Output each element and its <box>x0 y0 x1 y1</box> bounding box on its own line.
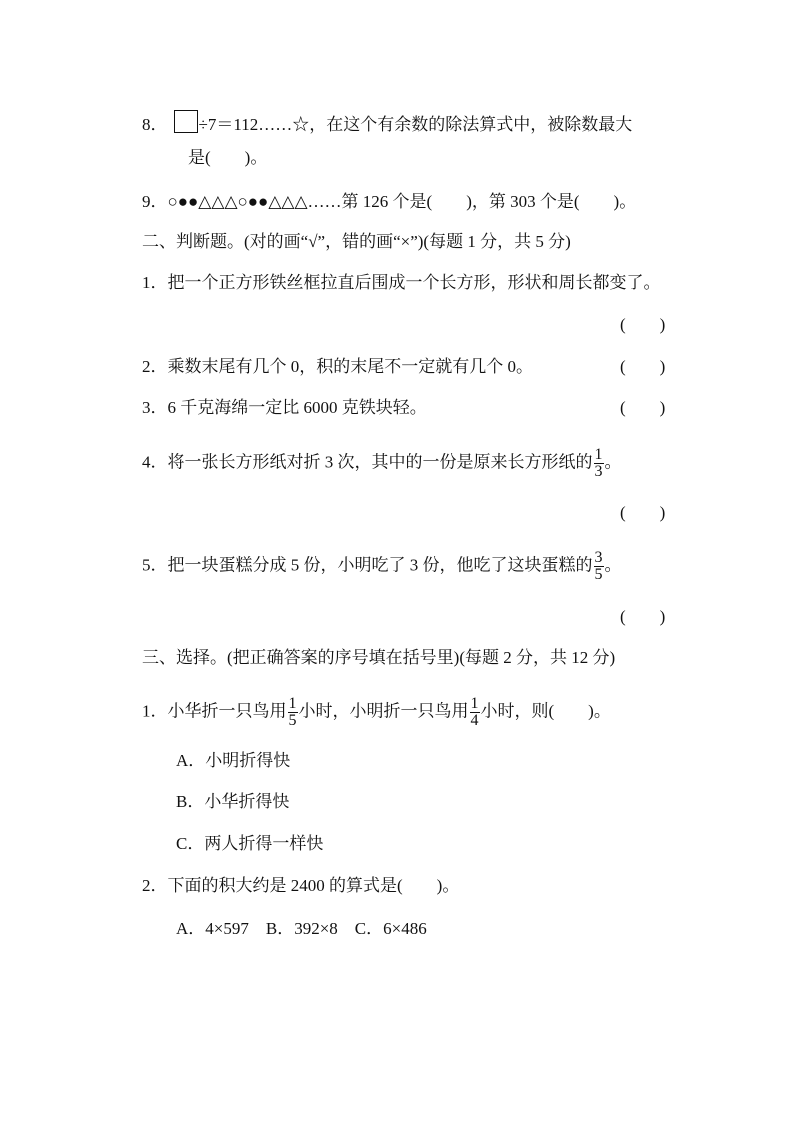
answer-paren: ( ) <box>620 607 666 626</box>
numerator: 1 <box>594 446 603 463</box>
question-number: 8． <box>142 115 168 134</box>
denominator: 3 <box>594 463 603 480</box>
item-tail: 。 <box>604 555 622 575</box>
blank-box <box>174 110 198 133</box>
text: 小时，小明折一只鸟用 <box>298 701 469 721</box>
answer-paren: ( ) <box>620 398 666 417</box>
fraction <box>594 447 604 480</box>
answer-paren: ( ) <box>620 503 666 522</box>
fraction <box>288 696 298 729</box>
text: 小时，则( )。 <box>480 701 611 721</box>
numerator: 3 <box>594 549 603 566</box>
item-text: 5．把一块蛋糕分成 5 份，小明吃了 3 份，他吃了这块蛋糕的 <box>142 555 593 575</box>
question-8-continuation: 是( )。 <box>188 148 268 167</box>
denominator: 5 <box>594 566 603 583</box>
question-9 <box>142 191 636 213</box>
fraction <box>594 550 604 583</box>
judge-item-3: 3．6 千克海绵一定比 6000 克铁块轻。 <box>142 398 427 417</box>
section-3-title: 三、选择。(把正确答案的序号填在括号里)(每题 2 分，共 12 分) <box>142 648 616 667</box>
text: 1．小华折一只鸟用 <box>142 701 287 721</box>
denominator: 5 <box>288 712 297 729</box>
question-text: ÷7＝112……☆，在这个有余数的除法算式中，被除数最大 <box>198 115 633 134</box>
choice-question-2-options: A．4×597 B．392×8 C．6×486 <box>176 919 427 938</box>
numerator: 1 <box>288 695 297 712</box>
fraction <box>470 696 480 729</box>
question-number: 9． <box>142 192 168 211</box>
numerator: 1 <box>470 695 479 712</box>
question-8 <box>142 110 632 136</box>
judge-item-4 <box>142 447 622 480</box>
choice-question-1 <box>142 696 611 729</box>
denominator: 4 <box>470 712 479 729</box>
judge-item-5 <box>142 550 622 583</box>
option-b: B．小华折得快 <box>176 792 290 811</box>
item-tail: 。 <box>604 452 622 472</box>
question-text: ○●●△△△○●●△△△……第 126 个是( )，第 303 个是( )。 <box>167 192 637 211</box>
option-c: C．两人折得一样快 <box>176 834 324 853</box>
choice-question-2: 2．下面的积大约是 2400 的算式是( )。 <box>142 876 460 895</box>
option-a: A．小明折得快 <box>176 751 291 770</box>
answer-paren: ( ) <box>620 315 666 334</box>
judge-item-1: 1．把一个正方形铁丝框拉直后围成一个长方形，形状和周长都变了。 <box>142 273 661 292</box>
answer-paren: ( ) <box>620 357 666 376</box>
judge-item-2: 2．乘数末尾有几个 0，积的末尾不一定就有几个 0。 <box>142 357 533 376</box>
item-text: 4．将一张长方形纸对折 3 次，其中的一份是原来长方形纸的 <box>142 452 593 472</box>
section-2-title: 二、判断题。(对的画“√”，错的画“×”)(每题 1 分，共 5 分) <box>142 232 571 251</box>
